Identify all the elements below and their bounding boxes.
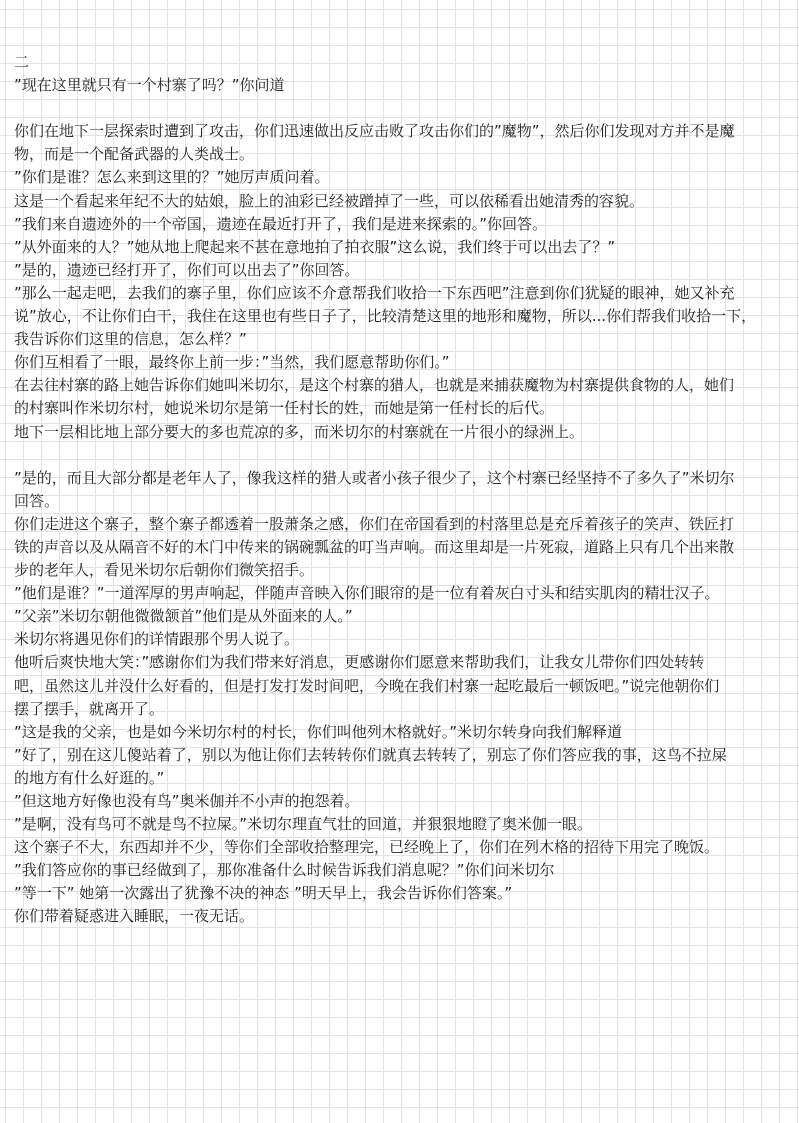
text-line: 铁的声音以及从隔音不好的木门中传来的锅碗瓢盆的叮当声响。而这里却是一片死寂，道路上只有几个出来散	[14, 537, 735, 556]
text-line: 你们走进这个寨子，整个寨子都透着一股萧条之感，你们在帝国看到的村落里总是充斥着孩子的笑声、铁匠打	[14, 514, 735, 533]
blank-line	[14, 444, 794, 467]
text-line: ”我们来自遗迹外的一个帝国，遗迹在最近打开了，我们是进来探索的。”你回答。	[14, 214, 548, 233]
text-line: ”现在这里就只有一个村寨了吗？”你问道	[14, 76, 285, 95]
text-line: 他听后爽快地大笑：”感谢你们为我们带来好消息，更感谢你们愿意来帮助我们，让我女儿带你们四处转转	[14, 653, 705, 672]
text-line: 米切尔将遇见你们的详情跟那个男人说了。	[14, 630, 300, 649]
text-line: 这个寨子不大，东西却并不少，等你们全部收拾整理完，已经晚上了，你们在列木格的招待下用完了晚饭。	[14, 838, 720, 857]
story-text	[14, 51, 794, 929]
text-line: ”父亲”米切尔朝他微微颔首”他们是从外面来的人。”	[14, 607, 353, 626]
chapter-heading: 二	[14, 53, 30, 71]
text-line: ”好了，别在这儿傻站着了，别以为他让你们去转转你们就真去转转了，别忘了你们答应我的事，这鸟不拉屎	[14, 745, 727, 764]
text-line: ”这是我的父亲，也是如今米切尔村的村长，你们叫他列木格就好。”米切尔转身向我们解释道	[14, 722, 623, 741]
text-line: 步的老年人，看见米切尔后朝你们微笑招手。	[14, 561, 315, 580]
text-line: ”等一下” 她第一次露出了犹豫不决的神态 ”明天早上，我会告诉你们答案。”	[14, 884, 513, 903]
text-line: 回答。	[14, 491, 60, 510]
text-line: 的村寨叫作米切尔村，她说米切尔是第一任村长的姓，而她是第一任村长的后代。	[14, 399, 555, 418]
text-line: 吧，虽然这儿并没什么好看的，但是打发打发时间吧，今晚在我们村寨一起吃最后一顿饭吧。”说完他朝你们	[14, 676, 720, 695]
text-line: 摆了摆手，就离开了。	[14, 699, 165, 718]
text-line: 说”放心，不让你们白干，我住在这里也有些日子了，比较清楚这里的地形和魔物，所以...你们帮我们收拾一下，	[14, 307, 757, 326]
text-line: 你们在地下一层探索时遭到了攻击，你们迅速做出反应击败了攻击你们的”魔物”，然后你们发现对方并不是魔	[14, 122, 735, 141]
text-line: 我告诉你们这里的信息，怎么样？”	[14, 330, 247, 349]
text-line: ”是的，遗迹已经打开了，你们可以出去了”你回答。	[14, 260, 360, 279]
text-line: ”是啊，没有鸟可不就是鸟不拉屎。”米切尔理直气壮的回道，并狠狠地瞪了奥米伽一眼。	[14, 815, 593, 834]
text-line: ”我们答应你的事已经做到了，那你准备什么时候告诉我们消息呢？”你们问米切尔	[14, 861, 555, 880]
text-line: 物，而是一个配备武器的人类战士。	[14, 145, 255, 164]
text-line: ”你们是谁？怎么来到这里的？”她厉声质问着。	[14, 168, 330, 187]
text-line: 你们带着疑惑进入睡眠，一夜无话。	[14, 907, 255, 926]
text-line: 这是一个看起来年纪不大的姑娘，脸上的油彩已经被蹭掉了一些，可以依稀看出她清秀的容貌。	[14, 191, 645, 210]
text-line: ”那么一起走吧，去我们的寨子里，你们应该不介意帮我们收拾一下东西吧”注意到你们犹疑的眼神，她又补充	[14, 283, 735, 302]
text-line: ”从外面来的人？”她从地上爬起来不甚在意地拍了拍衣服”这么说，我们终于可以出去了？”	[14, 237, 616, 256]
text-line: 你们互相看了一眼，最终你上前一步：”当然，我们愿意帮助你们。”	[14, 353, 450, 372]
blank-line	[14, 97, 794, 120]
text-line: 地下一层相比地上部分要大的多也荒凉的多，而米切尔的村寨就在一片很小的绿洲上。	[14, 422, 585, 441]
text-line: 的地方有什么好逛的。”	[14, 768, 165, 787]
text-line: ”但这地方好像也没有鸟”奥米伽并不小声的抱怨着。	[14, 792, 360, 810]
text-line: 在去往村寨的路上她告诉你们她叫米切尔，是这个村寨的猎人，也就是来捕获魔物为村寨提供食物的人，她们	[14, 376, 735, 395]
text-line: ”是的，而且大部分都是老年人了，像我这样的猎人或者小孩子很少了，这个村寨已经坚持不了多久了”米切尔	[14, 468, 735, 487]
text-line: ”他们是谁？”一道浑厚的男声响起，伴随声音映入你们眼帘的是一位有着灰白寸头和结实肌肉的精壮汉子。	[14, 584, 720, 603]
